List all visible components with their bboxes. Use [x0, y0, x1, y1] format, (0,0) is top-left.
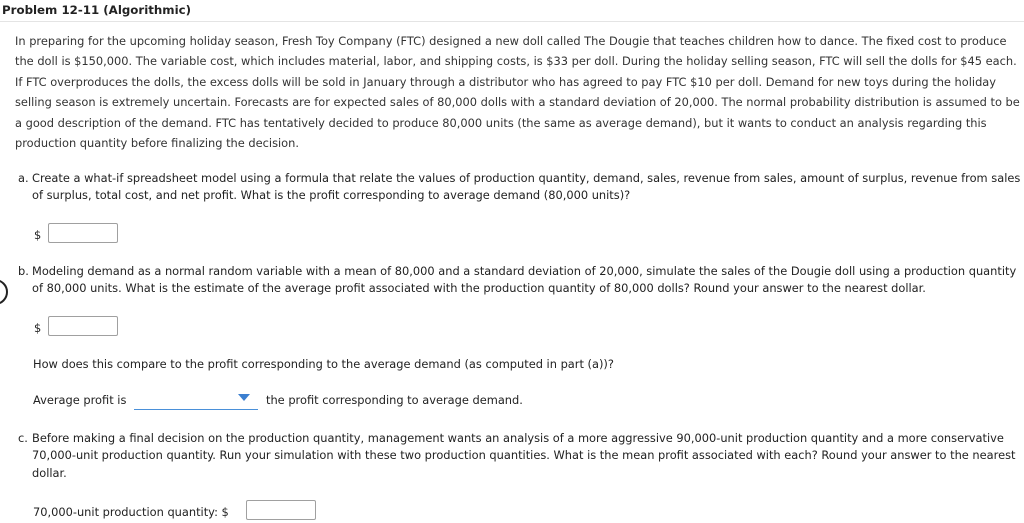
part-a-label: a.	[18, 171, 29, 185]
part-b-question	[18, 263, 1024, 298]
part-b-label: b.	[18, 264, 29, 278]
part-b-average-profit-input[interactable]	[48, 316, 118, 336]
part-c-label: c.	[18, 431, 28, 445]
part-b-text: Modeling demand as a normal random variable with a mean of 80,000 and a standard deviation of 20,000, simulate the sales of the Dougie doll using a production quantity of 80,000 units. What is the estimate of the average profit associated with the production quantity of 80,000 dolls? Round your answer to the nearest dollar.	[32, 264, 1017, 296]
part-b-compare-suffix: the profit corresponding to average demand.	[266, 393, 523, 407]
part-b-currency: $	[34, 321, 42, 335]
part-b-compare-question: How does this compare to the profit corresponding to the average demand (as computed in part (a))?	[33, 357, 614, 371]
part-b-compare-dropdown[interactable]	[134, 390, 258, 410]
left-edge-circle	[0, 279, 8, 305]
part-a-question	[18, 170, 1024, 205]
problem-intro: In preparing for the upcoming holiday season, Fresh Toy Company (FTC) designed a new doll called The Dougie that teaches children how to dance. The fixed cost to produce the doll is $150,000. The variable cost, which includes material, labor, and shipping costs, is $33 per doll. During the holiday selling season, FTC will sell the dolls for $45 each. If FTC overproduces the dolls, the excess dolls will be sold in January through a distributor who has agreed to pay FTC $10 per doll. Demand for new toys during the holiday selling season is extremely uncertain. Forecasts are for expected sales of 80,000 dolls with a standard deviation of 20,000. The normal probability distribution is assumed to be a good description of the demand. FTC has tentatively decided to produce 80,000 units (the same as average demand), but it wants to conduct an analysis regarding this production quantity before finalizing the decision.	[15, 34, 1020, 151]
part-a-text: Create a what-if spreadsheet model using a formula that relate the values of production quantity, demand, sales, revenue from sales, amount of surplus, revenue from sales of surplus, total cost, and net profit. What is the profit corresponding to average demand (80,000 units)?	[32, 171, 1021, 203]
part-c-row1-label: 70,000-unit production quantity: $	[33, 505, 229, 519]
part-b-compare-prefix: Average profit is	[33, 393, 127, 407]
part-a-profit-input[interactable]	[48, 223, 118, 243]
dropdown-arrow-icon[interactable]	[238, 394, 250, 401]
problem-title: Problem 12-11 (Algorithmic)	[2, 3, 192, 17]
part-c-text: Before making a final decision on the production quantity, management wants an analysis of a more aggressive 90,000-unit production quantity and a more conservative 70,000-unit production quantity. Run your simulation with these two production quantities. What is the mean profit associated with each? Round your answer to the nearest dollar.	[32, 431, 1016, 480]
title-divider	[0, 21, 1024, 22]
part-a-currency: $	[34, 228, 42, 242]
part-c-question	[18, 430, 1024, 482]
part-c-70000-profit-input[interactable]	[246, 500, 316, 520]
